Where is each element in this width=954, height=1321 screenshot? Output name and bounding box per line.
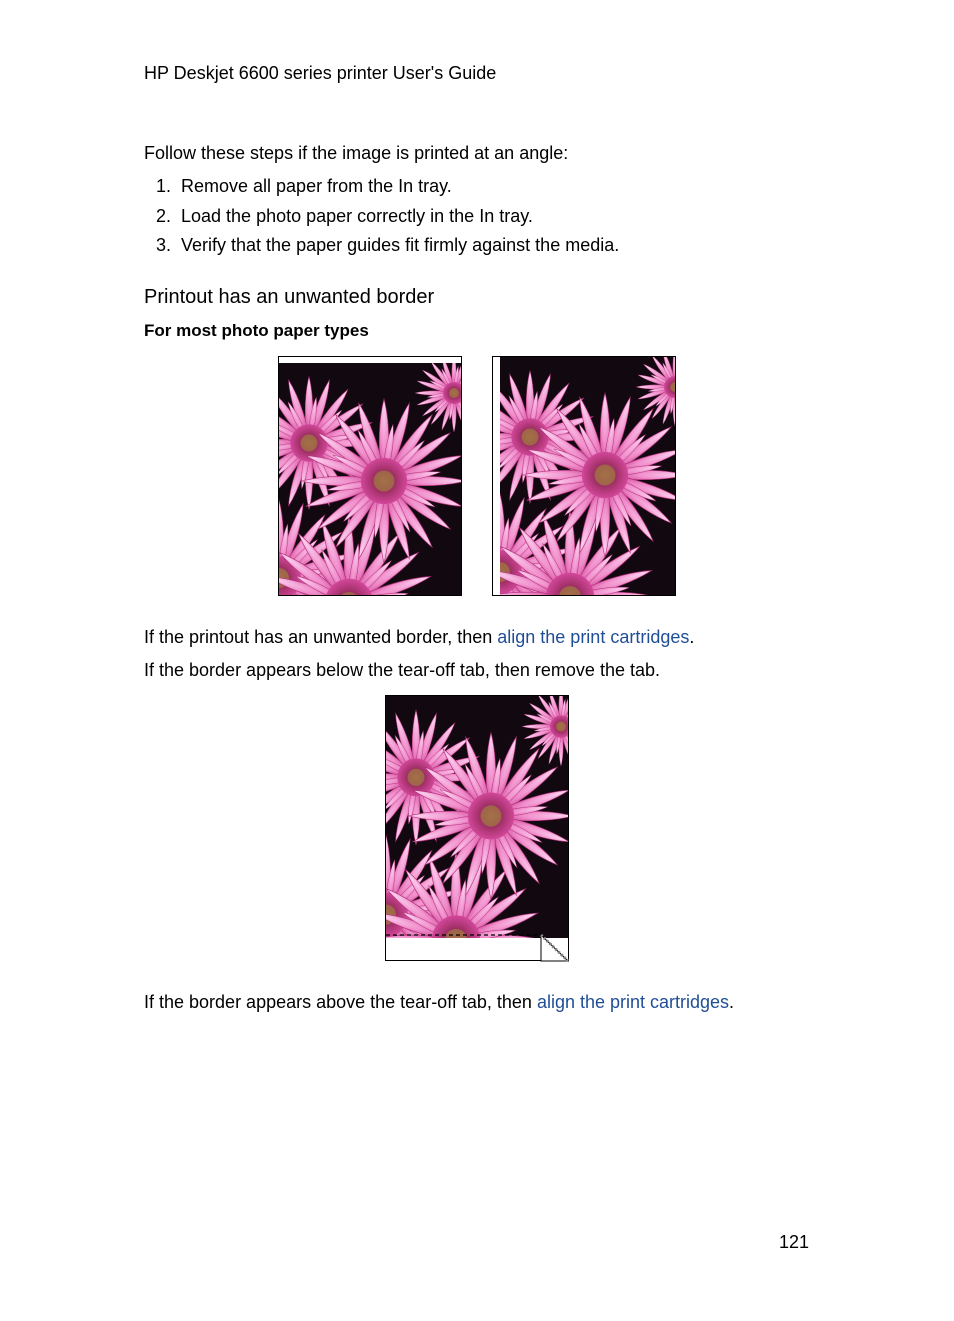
photo-tear-off-tab-example	[385, 695, 570, 962]
paragraph-align-1	[144, 626, 694, 648]
text-segment: .	[689, 627, 695, 647]
step-number: 3.	[156, 235, 172, 255]
paragraph-align-2	[144, 991, 734, 1013]
text-segment: .	[729, 992, 735, 1012]
align-cartridges-link[interactable]: align the print cartridges	[497, 627, 690, 647]
align-cartridges-link[interactable]: align the print cartridges	[536, 992, 730, 1012]
photo-border-left-example	[492, 356, 676, 596]
step-text: Verify that the paper guides fit firmly against the media.	[181, 235, 620, 255]
step-text: Load the photo paper correctly in the In tray.	[181, 205, 533, 226]
page-number: 121	[779, 1232, 810, 1252]
text-segment: If the printout has an unwanted border, then	[144, 627, 498, 647]
document-header: HP Deskjet 6600 series printer User's Guide	[144, 63, 497, 83]
section-heading: Printout has an unwanted border	[144, 286, 435, 308]
photo-border-top-example	[278, 356, 462, 596]
step-number: 1.	[156, 176, 172, 196]
text-segment: If the border appears above the tear-off tab, then	[144, 992, 537, 1012]
step-item	[156, 175, 619, 205]
step-item	[156, 205, 619, 235]
step-text: Remove all paper from the In tray.	[181, 176, 452, 196]
intro-text: Follow these steps if the image is printed at an angle:	[144, 143, 569, 163]
step-number: 2.	[156, 205, 172, 226]
section-subheading: For most photo paper types	[144, 321, 369, 340]
paragraph-tear-off-below: If the border appears below the tear-off tab, then remove the tab.	[144, 660, 660, 680]
step-item	[156, 234, 619, 264]
steps-list	[156, 175, 619, 264]
